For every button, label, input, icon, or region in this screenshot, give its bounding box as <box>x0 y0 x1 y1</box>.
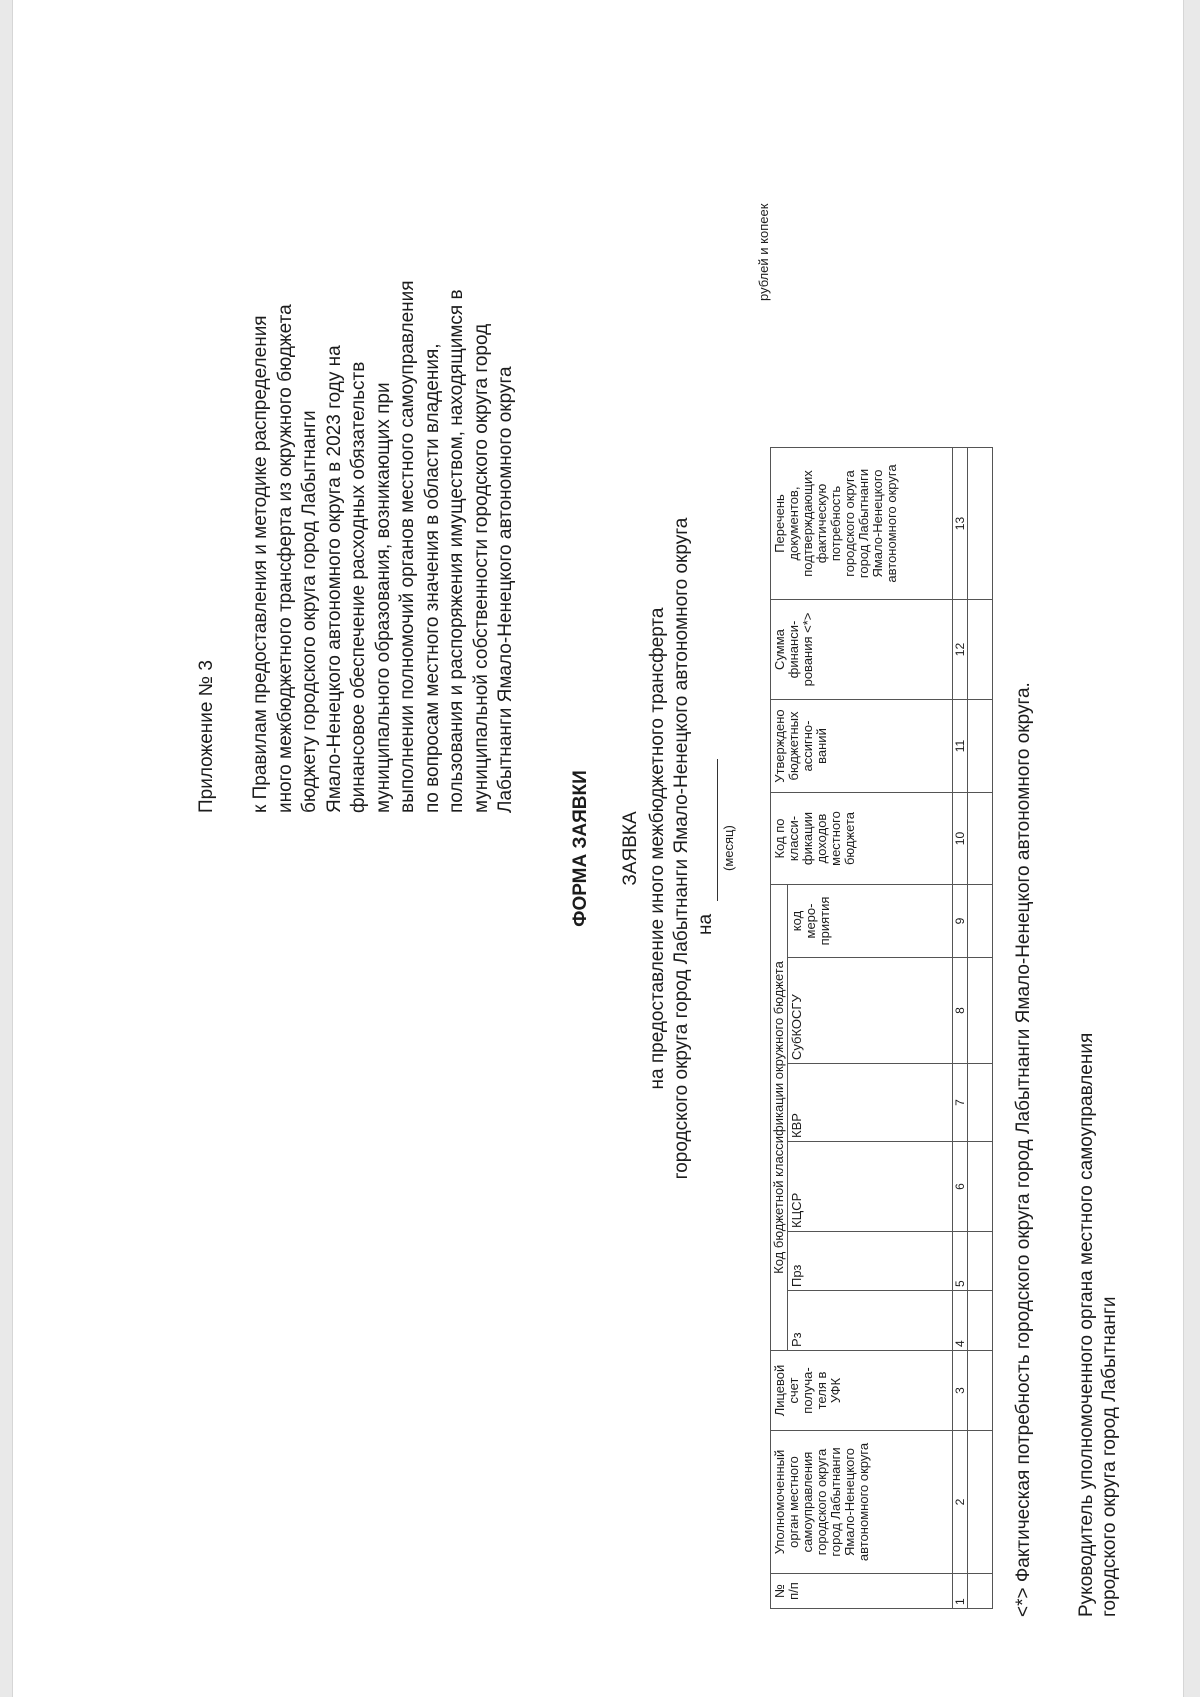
table-cell <box>968 1351 993 1431</box>
header-event-code: код меро- приятия <box>788 885 953 958</box>
table-cell <box>968 1232 993 1291</box>
table-cell <box>968 1431 993 1574</box>
unit-note: рублей и копеек <box>756 203 771 301</box>
table-blank-row <box>968 448 993 1609</box>
month-field <box>695 735 739 935</box>
header-funding-sum: Сумма финанси- рования <*> <box>771 600 953 700</box>
header-income-code: Код по класси- фикации доходов местного бюджета <box>771 793 953 885</box>
header-documents: Перечень документов, подтверждающих фактическую потребность городского округа город Лабытнанги Ямало-Ненецкого автономного округа <box>771 448 953 600</box>
table-cell: 11 <box>953 700 968 793</box>
table-cell: 6 <box>953 1142 968 1232</box>
table-cell <box>968 448 993 600</box>
month-prefix: на <box>695 913 716 935</box>
header-account: Лицевой счет получа- теля в УФК <box>771 1351 953 1431</box>
request-subtitle: на предоставление иного межбюджетного трансферта <box>647 607 668 1090</box>
header-kcsr: КЦСР <box>788 1142 953 1232</box>
table-cell: 13 <box>953 448 968 600</box>
table-number-row <box>953 448 968 1609</box>
table-cell: 7 <box>953 1064 968 1142</box>
table-cell: 10 <box>953 793 968 885</box>
table-cell <box>968 1064 993 1142</box>
header-rz: Рз <box>788 1291 953 1351</box>
month-blank-line <box>717 759 718 901</box>
form-heading: ФОРМА ЗАЯВКИ <box>570 770 591 927</box>
table-cell <box>968 1142 993 1232</box>
table-cell: 4 <box>953 1291 968 1351</box>
table-cell <box>968 700 993 793</box>
rules-reference-text: к Правилам предоставления и методике распределения иного межбюджетного трансферта из окружного бюджета бюджету городского округа город Лабытнанги Ямало-Ненецкого автономного округа в 2023 году на финансовое обеспечение расходных обязательств муниципального образования, возникающих при выполнении полномочий органов местного самоуправления по вопросам местного значения в области владения, пользования и распоряжения имуществом, находящимся в муниципальной собственности городского округа город Лабытнанги Ямало-Ненецкого автономного округа <box>250 280 516 813</box>
request-table <box>770 447 993 1609</box>
header-subkosgu: СубКОСГУ <box>788 958 953 1064</box>
month-caption: (месяц) <box>721 825 736 871</box>
table-cell: 3 <box>953 1351 968 1431</box>
header-classification-group: Код бюджетной классификации окружного бюджета <box>771 885 788 1351</box>
signature-line-2: городского округа город Лабытнанги <box>1099 1296 1120 1617</box>
table-cell: 1 <box>953 1574 968 1609</box>
request-subtitle-2: городского округа город Лабытнанги Ямало-Ненецкого автономного округа <box>671 517 692 1180</box>
header-kvr: КВР <box>788 1064 953 1142</box>
table-cell: 5 <box>953 1232 968 1291</box>
table-cell <box>968 958 993 1064</box>
table-cell <box>968 1291 993 1351</box>
annex-title: Приложение № 3 <box>196 660 217 813</box>
table-header-row-1 <box>771 448 788 1609</box>
header-authority: Уполномоченный орган местного самоуправления городского округа город Лабытнанги Ямало-Ненецкого автономного округа <box>771 1431 953 1574</box>
signature-line-1: Руководитель уполномоченного органа местного самоуправления <box>1076 1032 1097 1617</box>
table-cell: 2 <box>953 1431 968 1574</box>
table-cell <box>968 885 993 958</box>
table-cell: 12 <box>953 600 968 700</box>
table-cell: 8 <box>953 958 968 1064</box>
request-title: ЗАЯВКА <box>620 811 641 886</box>
header-prz: Прз <box>788 1232 953 1291</box>
footnote: <*> Фактическая потребность городского округа город Лабытнанги Ямало-Ненецкого автономного округа. <box>1013 682 1034 1617</box>
header-number: № п/п <box>771 1574 953 1609</box>
table-cell: 9 <box>953 885 968 958</box>
table-cell <box>968 600 993 700</box>
header-approved: Утверждено бюджетных ассигно- ваний <box>771 700 953 793</box>
table-cell <box>968 1574 993 1609</box>
table-cell <box>968 793 993 885</box>
